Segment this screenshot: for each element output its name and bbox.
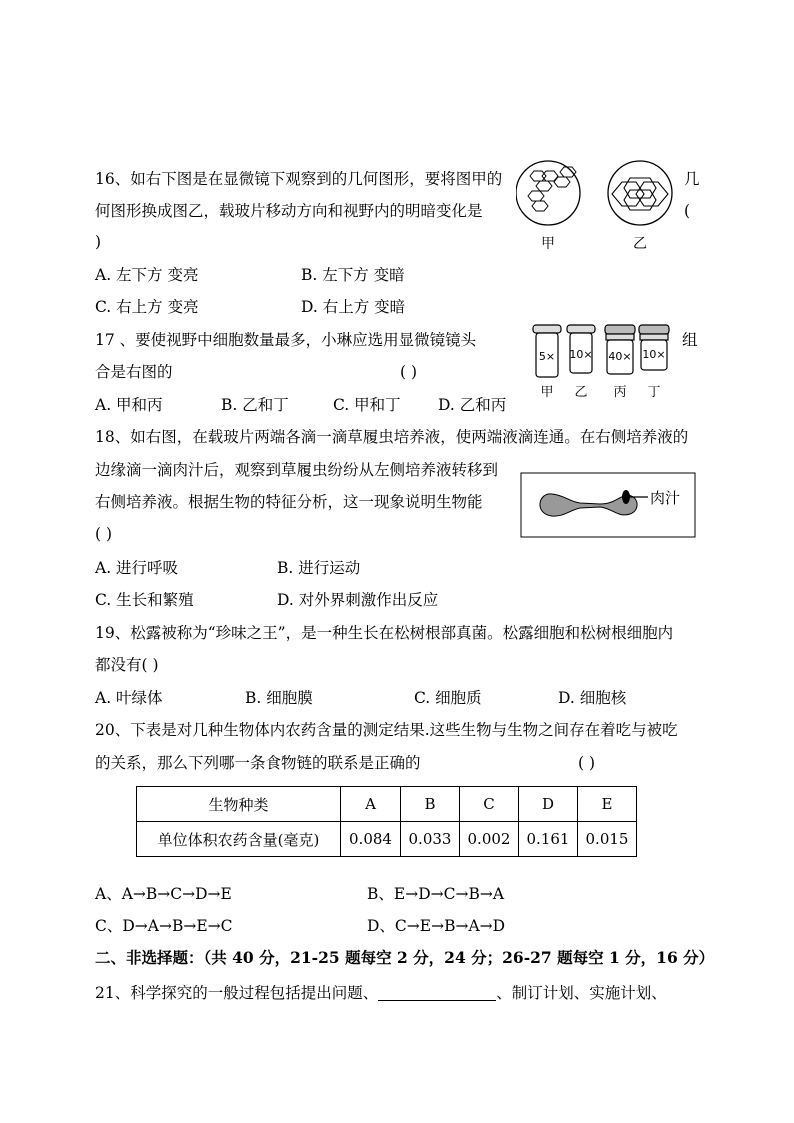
q19-line1: 19、松露被称为“珍味之王”，是一种生长在松树根部真菌。松露细胞和松树根细胞内 [95, 624, 674, 642]
table-header-row [137, 787, 637, 822]
q21-line1 [95, 983, 667, 1003]
q16-fig-label-a: 甲 [541, 236, 555, 252]
table-cell: 0.161 [519, 822, 578, 857]
q16-line1: 16、如右下图是在显微镜下观察到的几何图形，要将图甲的 [95, 170, 503, 188]
table-cell: 0.033 [401, 822, 460, 857]
slide-figure-label: 肉汁 [650, 489, 681, 507]
q19-option-b[interactable]: B. 细胞膜 [245, 689, 313, 707]
microscope-view-figure [516, 158, 678, 254]
q16-line3: ) [95, 233, 102, 251]
lens-label-yi: 10× [569, 348, 593, 361]
q20-option-b[interactable]: B、E→D→C→B→A [367, 885, 505, 903]
q16-option-a[interactable]: A. 左下方 变亮 [95, 266, 199, 284]
q20-option-d[interactable]: D、C→E→B→A→D [367, 917, 506, 935]
q19-option-d[interactable]: D. 细胞核 [558, 689, 627, 707]
q20-line1: 20、下表是对几种生物体内农药含量的测定结果.这些生物与生物之间存在着吃与被吃 [95, 721, 678, 739]
q16-line1-tail: 几 [684, 170, 700, 188]
table-header-cell: A [341, 787, 401, 822]
q20-line2: 的关系，那么下列哪一条食物链的联系是正确的 [95, 754, 421, 772]
q21-text-before: 21、科学探究的一般过程包括提出问题、 [95, 984, 379, 1002]
table-header-cell: E [578, 787, 637, 822]
table-cell: 0.015 [578, 822, 637, 857]
lens-label-ding: 10× [642, 348, 666, 361]
lens-label-jia: 5× [538, 350, 556, 363]
table-cell: 单位体积农药含量(毫克) [137, 822, 341, 857]
q17-option-a[interactable]: A. 甲和丙 [95, 396, 163, 414]
q21-answer-blank[interactable] [378, 984, 496, 1001]
q17-line1-tail: 组 [682, 331, 698, 349]
q17-option-d[interactable]: D. 乙和丙 [438, 396, 507, 414]
table-header-cell: C [460, 787, 519, 822]
section2-title: 二、非选择题：（共 40 分，21-25 题每空 2 分，24 分；26-27 题每空 1 分，16 分） [95, 948, 715, 967]
q18-line4: ( ) [95, 525, 113, 543]
q16-fig-label-b: 乙 [633, 236, 647, 252]
q17-line2: 合是右图的 [95, 363, 173, 381]
q17-option-b[interactable]: B. 乙和丁 [221, 396, 289, 414]
lens-label-bing: 40× [608, 350, 632, 363]
q16-option-b[interactable]: B. 左下方 变暗 [301, 266, 405, 284]
q20-option-a[interactable]: A、A→B→C→D→E [95, 885, 232, 903]
q18-line1: 18、如右图，在载玻片两端各滴一滴草履虫培养液，使两端液滴连通。在右侧培养液的 [95, 428, 689, 446]
pesticide-table [136, 786, 637, 857]
lens-name-yi: 乙 [574, 385, 588, 400]
table-cell: 0.002 [460, 822, 519, 857]
table-header-cell: D [519, 787, 578, 822]
table-row [137, 822, 637, 857]
q18-option-c[interactable]: C. 生长和繁殖 [95, 591, 194, 609]
q17-line1: 17 、要使视野中细胞数量最多，小琳应选用显微镜镜头 [95, 331, 477, 349]
slide-figure [520, 472, 696, 538]
q20-option-c[interactable]: C、D→A→B→E→C [95, 917, 233, 935]
q19-option-c[interactable]: C. 细胞质 [414, 689, 482, 707]
lens-name-jia: 甲 [540, 385, 554, 400]
q17-paren: ( ) [400, 363, 418, 381]
q20-paren: ( ) [578, 754, 596, 772]
q17-option-c[interactable]: C. 甲和丁 [333, 396, 401, 414]
q16-option-d[interactable]: D. 右上方 变暗 [301, 298, 406, 316]
q19-option-a[interactable]: A. 叶绿体 [95, 689, 163, 707]
q18-option-a[interactable]: A. 进行呼吸 [95, 559, 179, 577]
q18-line2: 边缘滴一滴肉汁后，观察到草履虫纷纷从左侧培养液转移到 [95, 461, 499, 479]
q16-option-c[interactable]: C. 右上方 变亮 [95, 298, 199, 316]
lens-name-ding: 丁 [647, 385, 661, 400]
q18-option-d[interactable]: D. 对外界刺激作出反应 [277, 591, 439, 609]
q16-line2: 何图形换成图乙，载玻片移动方向和视野内的明暗变化是 [95, 202, 483, 220]
q21-text-after: 、制订计划、实施计划、 [496, 984, 667, 1002]
q18-line3: 右侧培养液。根据生物的特征分析，这一现象说明生物能 [95, 493, 483, 511]
table-header-cell: B [401, 787, 460, 822]
q19-line2: 都没有( ) [95, 656, 159, 674]
table-header-cell: 生物种类 [137, 787, 341, 822]
q18-option-b[interactable]: B. 进行运动 [277, 559, 361, 577]
q16-line2-tail: ( [684, 202, 691, 220]
table-cell: 0.084 [341, 822, 401, 857]
lens-name-bing: 丙 [613, 385, 627, 400]
lens-figure [528, 320, 676, 400]
